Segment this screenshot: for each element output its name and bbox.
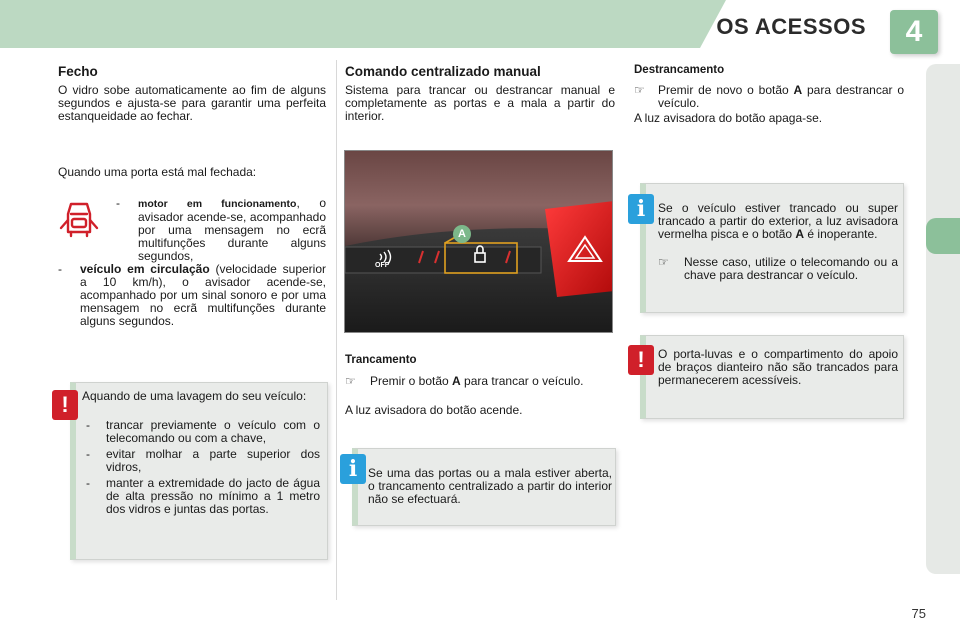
lock-info-text: Se uma das portas ou a mala estiver aberta, o trancamento centralizado a partir do interior não se efectuará.: [368, 466, 612, 506]
chapter-title: OS ACESSOS: [716, 14, 866, 39]
info-icon: i: [340, 454, 366, 484]
lock-info-box: [352, 448, 616, 526]
hand-pointer-icon: ☞: [658, 255, 669, 269]
unlock-step: ☞ Premir de novo o botão A para destrancar o veículo.: [634, 83, 905, 110]
washing-warning-list: [82, 419, 320, 519]
side-tab-strip: [926, 64, 960, 574]
page-number: 75: [911, 606, 926, 621]
central-locking-intro: Sistema para trancar ou destrancar manual e completamente as portas e a mala a partir do interior.: [345, 83, 615, 123]
vehicle-moving-label: veículo em circulação: [80, 262, 210, 276]
unlock-result: A luz avisadora do botão apaga-se.: [634, 111, 823, 125]
list-item-vehicle-moving: [58, 263, 326, 328]
active-chapter-tab[interactable]: [926, 218, 960, 254]
vehicle-moving-text: (velocidade superior a 10 km/h), o avisador acende-se, acompanhado por um sinal sonoro e por uma mensagem no ecrã multifunções durante alguns segundos.: [80, 262, 326, 328]
lock-title: Trancamento: [345, 354, 417, 366]
section-title-fecho: Fecho: [58, 64, 98, 79]
list-item: - manter a extremidade do jacto de água de alta pressão no mínimo a 1 metro dos vidros e juntas das portas.: [86, 476, 320, 516]
car-door-open-icon: [58, 198, 100, 240]
dashboard-photo: [344, 150, 613, 333]
unlock-title: Destrancamento: [634, 64, 725, 76]
hand-pointer-icon: ☞: [345, 374, 356, 388]
button-a-callout: A: [453, 225, 471, 243]
fecho-intro: O vidro sobe automaticamente ao fim de alguns segundos e ajusta-se para garantir uma perfeita estanqueidade ao fechar.: [58, 83, 326, 123]
alarm-off-label: OFF: [375, 262, 389, 269]
list-dash: -: [58, 262, 62, 276]
door-open-text: Quando uma porta está mal fechada:: [58, 165, 257, 179]
lock-step: ☞ Premir o botão A para trancar o veículo.: [345, 374, 584, 388]
section-title-central-locking: Comando centralizado manual: [345, 64, 541, 79]
hand-pointer-icon: ☞: [634, 83, 645, 97]
list-item: - trancar previamente o veículo com o telecomando ou com a chave,: [86, 418, 320, 445]
list-item: - evitar molhar a parte superior dos vidros,: [86, 447, 320, 474]
info-icon: i: [628, 194, 654, 224]
washing-warning-intro: Aquando de uma lavagem do seu veículo:: [82, 389, 307, 403]
unlock-info-subtext: ☞ Nesse caso, utilize o telecomando ou a chave para destrancar o veículo.: [658, 255, 898, 282]
lock-result: A luz avisadora do botão acende.: [345, 403, 523, 417]
column-divider: [336, 60, 337, 600]
unlock-info-text: Se o veículo estiver trancado ou super trancado a partir do exterior, a luz avisadora vermelha pisca e o botão A é inoperante.: [658, 201, 898, 241]
list-dash: -: [116, 196, 120, 210]
warning-icon: !: [52, 390, 78, 420]
washing-warning-box: [70, 382, 328, 560]
glovebox-warning-box: [640, 335, 904, 419]
unlock-info-box: [640, 183, 904, 313]
engine-running-label: motor em funcionamento: [138, 198, 297, 210]
list-item-engine-running: [116, 197, 326, 263]
warning-icon: !: [628, 345, 654, 375]
engine-running-text: , o avisador acende-se, acompanhado por uma mensagem no ecrã multifunções durante alguns segundos,: [138, 196, 326, 263]
chapter-number-badge: 4: [890, 10, 938, 54]
glovebox-warning-text: O porta-luvas e o compartimento do apoio de braços dianteiro não são trancados para permanecerem acessíveis.: [658, 347, 898, 387]
